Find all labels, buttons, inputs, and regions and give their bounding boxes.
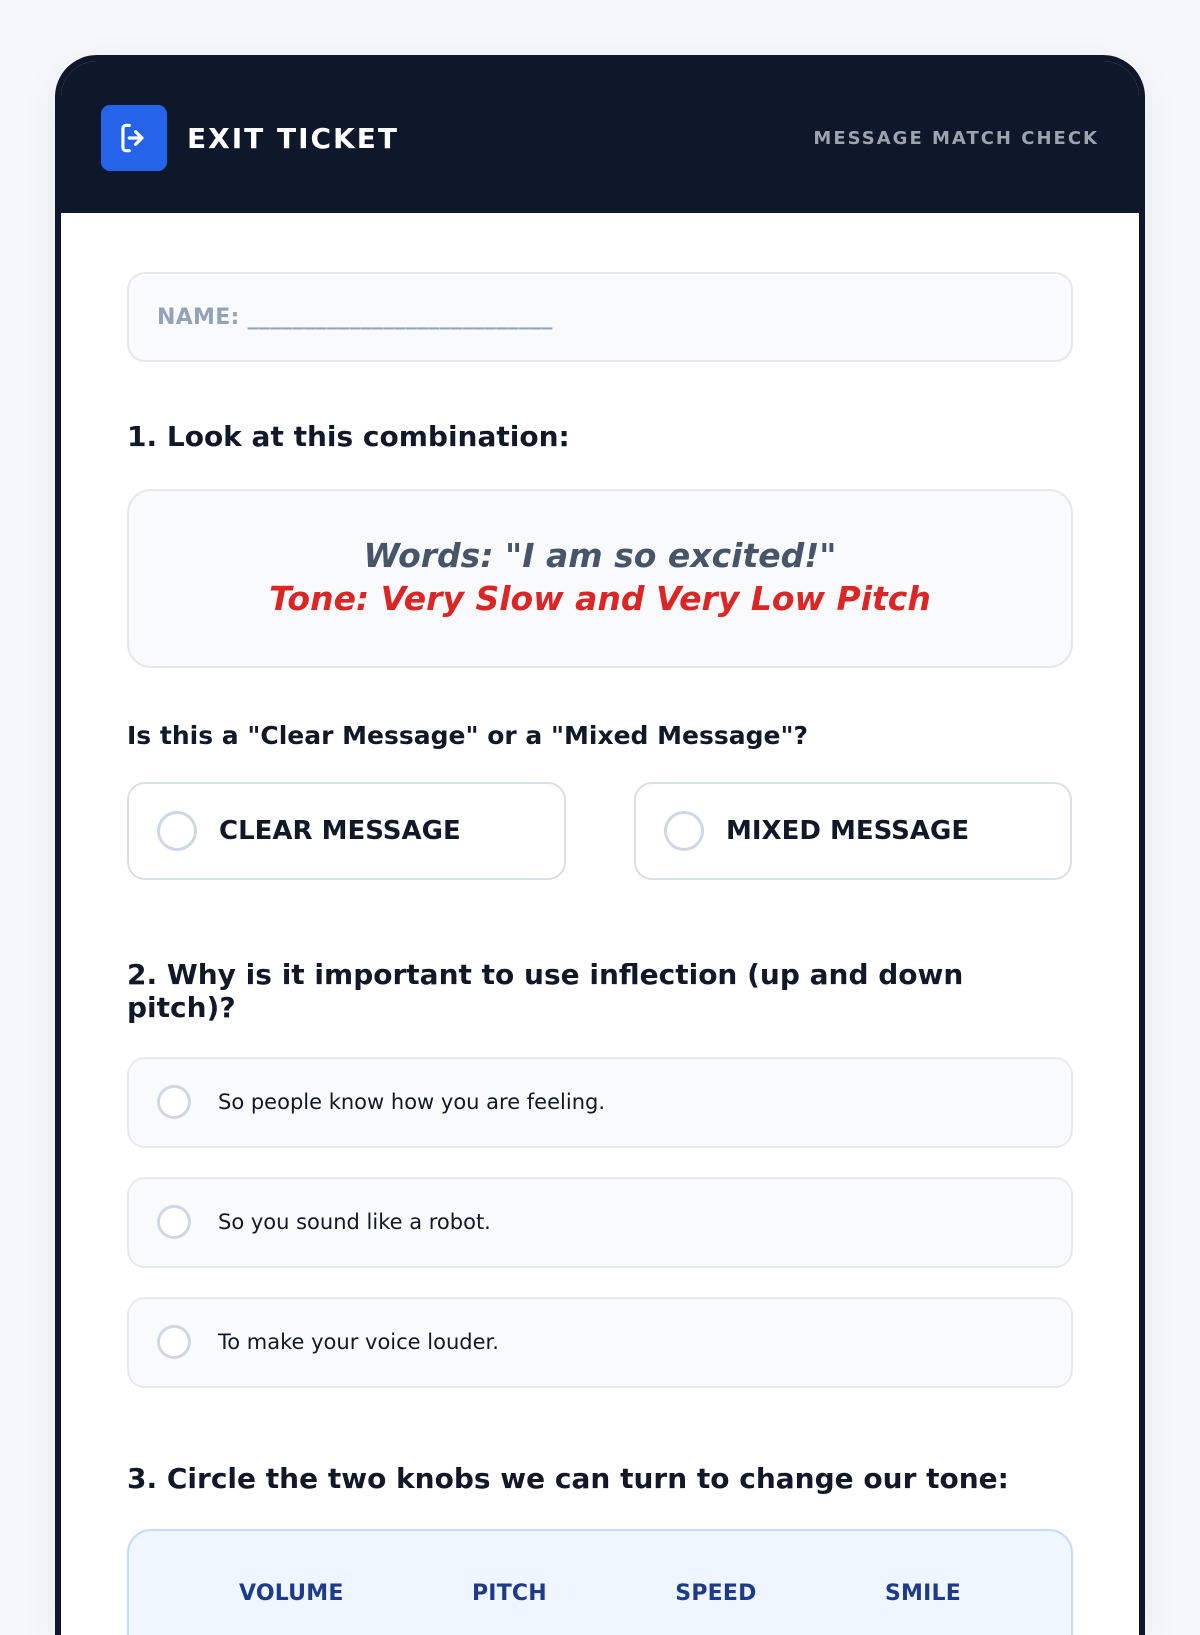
name-field[interactable]: NAME: ___________________________ bbox=[127, 272, 1073, 362]
question-2-options bbox=[127, 1057, 1073, 1388]
question-2-title: 2. Why is it important to use inflection (up and down pitch)? bbox=[127, 957, 964, 1024]
clear-message-label: CLEAR MESSAGE bbox=[219, 815, 461, 846]
answer-option-1-text: So people know how you are feeling. bbox=[218, 1090, 606, 1115]
exit-icon-box bbox=[101, 105, 167, 171]
mixed-message-radio[interactable] bbox=[664, 811, 704, 851]
mixed-message-label: MIXED MESSAGE bbox=[726, 815, 970, 846]
combination-box bbox=[127, 489, 1073, 668]
mixed-message-option[interactable] bbox=[634, 782, 1072, 880]
knob-volume[interactable]: VOLUME bbox=[239, 1581, 344, 1607]
answer-option-2[interactable] bbox=[127, 1177, 1073, 1268]
question-1-prompt: Is this a "Clear Message" or a "Mixed Message"? bbox=[127, 720, 808, 750]
page-title: EXIT TICKET bbox=[187, 121, 399, 155]
answer-option-2-radio[interactable] bbox=[157, 1205, 191, 1239]
ticket-content bbox=[127, 272, 1073, 1635]
message-choice-row bbox=[127, 782, 1073, 880]
header-bar bbox=[61, 61, 1139, 213]
knob-smile[interactable]: SMILE bbox=[885, 1581, 961, 1607]
header-meta: MESSAGE MATCH CHECK bbox=[813, 127, 1099, 149]
clear-message-option[interactable] bbox=[127, 782, 566, 880]
answer-option-3-radio[interactable] bbox=[157, 1325, 191, 1359]
brand bbox=[101, 105, 399, 171]
answer-option-3[interactable] bbox=[127, 1297, 1073, 1388]
tone-knobs-box bbox=[127, 1529, 1073, 1635]
answer-option-2-text: So you sound like a robot. bbox=[218, 1210, 491, 1235]
knob-pitch[interactable]: PITCH bbox=[471, 1581, 547, 1607]
exit-icon bbox=[115, 119, 153, 157]
question-3-title: 3. Circle the two knobs we can turn to change our tone: bbox=[127, 1461, 1009, 1495]
answer-option-3-text: To make your voice louder. bbox=[218, 1330, 499, 1355]
combination-words: Words: "I am so excited!" bbox=[363, 536, 837, 576]
question-1-title: 1. Look at this combination: bbox=[127, 420, 570, 453]
exit-ticket-card bbox=[55, 55, 1145, 1635]
answer-option-1-radio[interactable] bbox=[157, 1085, 191, 1119]
clear-message-radio[interactable] bbox=[157, 811, 197, 851]
knob-speed[interactable]: SPEED bbox=[675, 1581, 757, 1607]
answer-option-1[interactable] bbox=[127, 1057, 1073, 1148]
combination-tone: Tone: Very Slow and Very Low Pitch bbox=[269, 579, 931, 619]
header-inner bbox=[101, 105, 1099, 171]
